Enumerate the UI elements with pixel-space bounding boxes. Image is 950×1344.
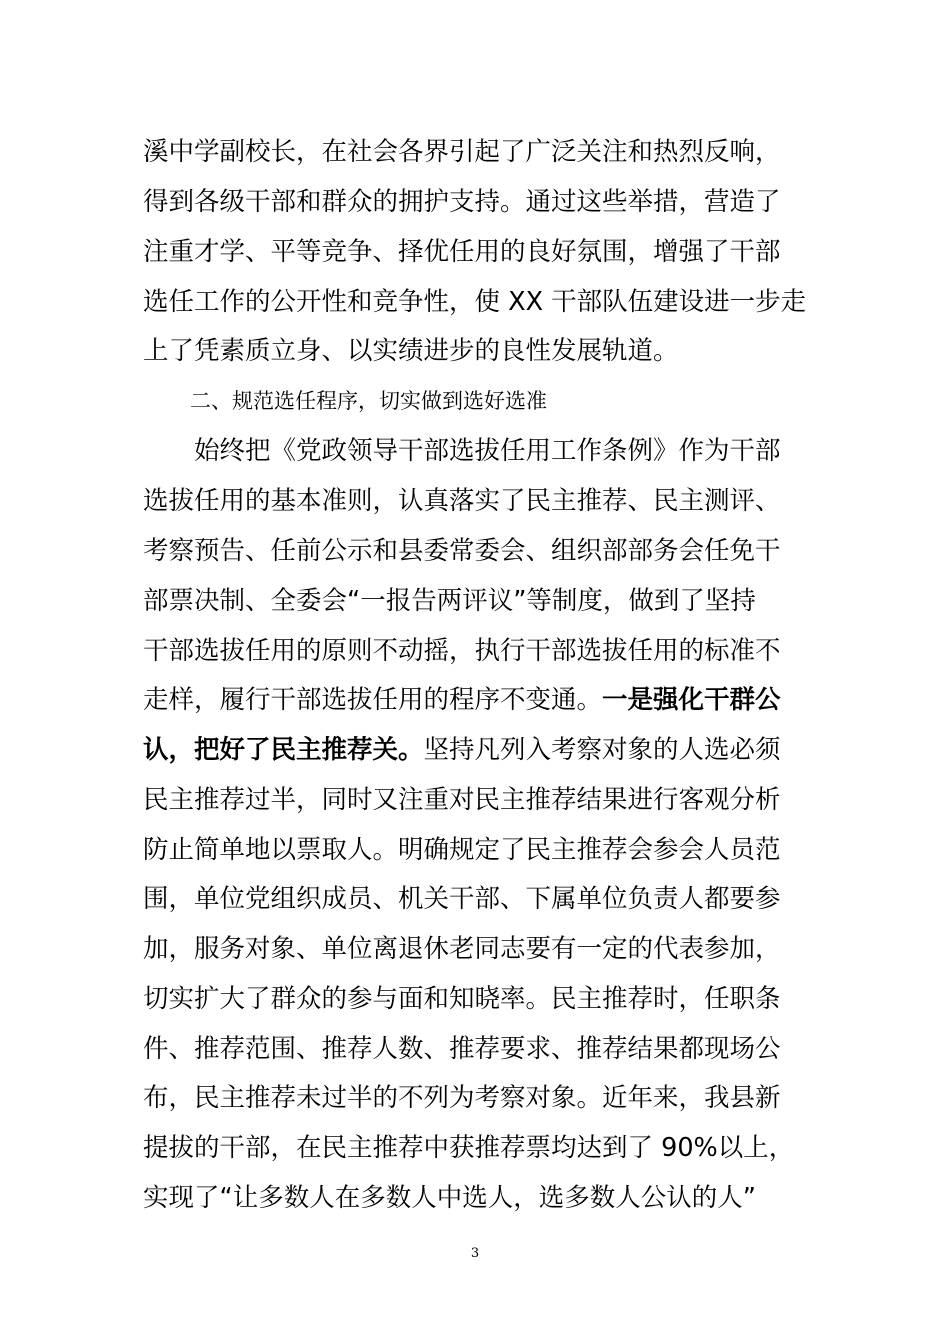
section-heading (190, 381, 857, 421)
paragraph-line (143, 481, 810, 521)
paragraph-line (143, 680, 810, 720)
line-text: 布，民主推荐未过半的不列为考察对象。近年来，我县新 (143, 1083, 781, 1113)
line-text: 民主推荐过半，同时又注重对民主推荐结果进行客观分析 (143, 785, 781, 815)
paragraph-line (143, 232, 810, 272)
line-text: 溪中学副校长，在社会各界引起了广泛关注和热烈反响， (143, 137, 781, 167)
line-text: 实现了“让多数人在多数人中选人，选多数人公认的人” (143, 1183, 756, 1213)
line-text: 注重才学、平等竞争、择优任用的良好氛围，增强了干部 (143, 237, 781, 267)
page-number: 3 (470, 1246, 480, 1261)
paragraph-line (143, 282, 810, 322)
bold-emphasis: 认，把好了民主推荐关。 (143, 735, 424, 765)
line-text: 提拔的干部，在民主推荐中获推荐票均达到了 90%以上， (143, 1133, 795, 1163)
line-text: 始终把《党政领导干部选拔任用工作条例》作为干部 (194, 436, 781, 466)
line-text: 部票决制、全委会“一报告两评议”等制度，做到了坚持 (143, 586, 756, 616)
line-text: 考察预告、任前公示和县委常委会、组织部部务会任免干 (143, 536, 781, 566)
paragraph-line (143, 979, 810, 1019)
line-text: 上了凭素质立身、以实绩进步的良性发展轨道。 (143, 336, 679, 366)
line-text: 围，单位党组织成员、机关干部、下属单位负责人都要参 (143, 884, 781, 914)
line-text: 件、推荐范围、推荐人数、推荐要求、推荐结果都现场公 (143, 1034, 781, 1064)
paragraph-line (143, 1178, 810, 1218)
paragraph-line (143, 531, 810, 571)
paragraph-line (143, 879, 810, 919)
paragraph-line (143, 1078, 810, 1118)
line-text: 选拔任用的基本准则，认真落实了民主推荐、民主测评、 (143, 486, 781, 516)
line-text: 选任工作的公开性和竞争性，使 XX 干部队伍建设进一步走 (143, 287, 807, 317)
line-text: 加，服务对象、单位离退休老同志要有一定的代表参加， (143, 934, 781, 964)
line-text: 干部选拔任用的原则不动摇，执行干部选拔任用的标准不 (143, 636, 781, 666)
line-text: 走样，履行干部选拔任用的程序不变通。 (143, 685, 603, 715)
line-text: 坚持凡列入考察对象的人选必须 (423, 735, 781, 765)
paragraph-line (143, 631, 810, 671)
paragraph-line (143, 730, 810, 770)
paragraph-line (143, 182, 810, 222)
line-text: 防止简单地以票取人。明确规定了民主推荐会参会人员范 (143, 835, 781, 865)
paragraph-line (143, 1128, 810, 1168)
paragraph-line (143, 929, 810, 969)
paragraph-first-line (194, 431, 814, 471)
paragraph-line (143, 331, 810, 371)
paragraph-line (143, 830, 810, 870)
line-text: 切实扩大了群众的参与面和知晓率。民主推荐时，任职条 (143, 984, 781, 1014)
paragraph-line (143, 780, 810, 820)
bold-emphasis: 一是强化干群公 (602, 685, 781, 715)
paragraph-line (143, 581, 810, 621)
paragraph-line (143, 132, 810, 172)
line-text: 得到各级干部和群众的拥护支持。通过这些举措，营造了 (143, 187, 781, 217)
paragraph-line (143, 1029, 810, 1069)
section-heading-text: 二、规范选任程序，切实做到选好选准 (190, 389, 547, 413)
